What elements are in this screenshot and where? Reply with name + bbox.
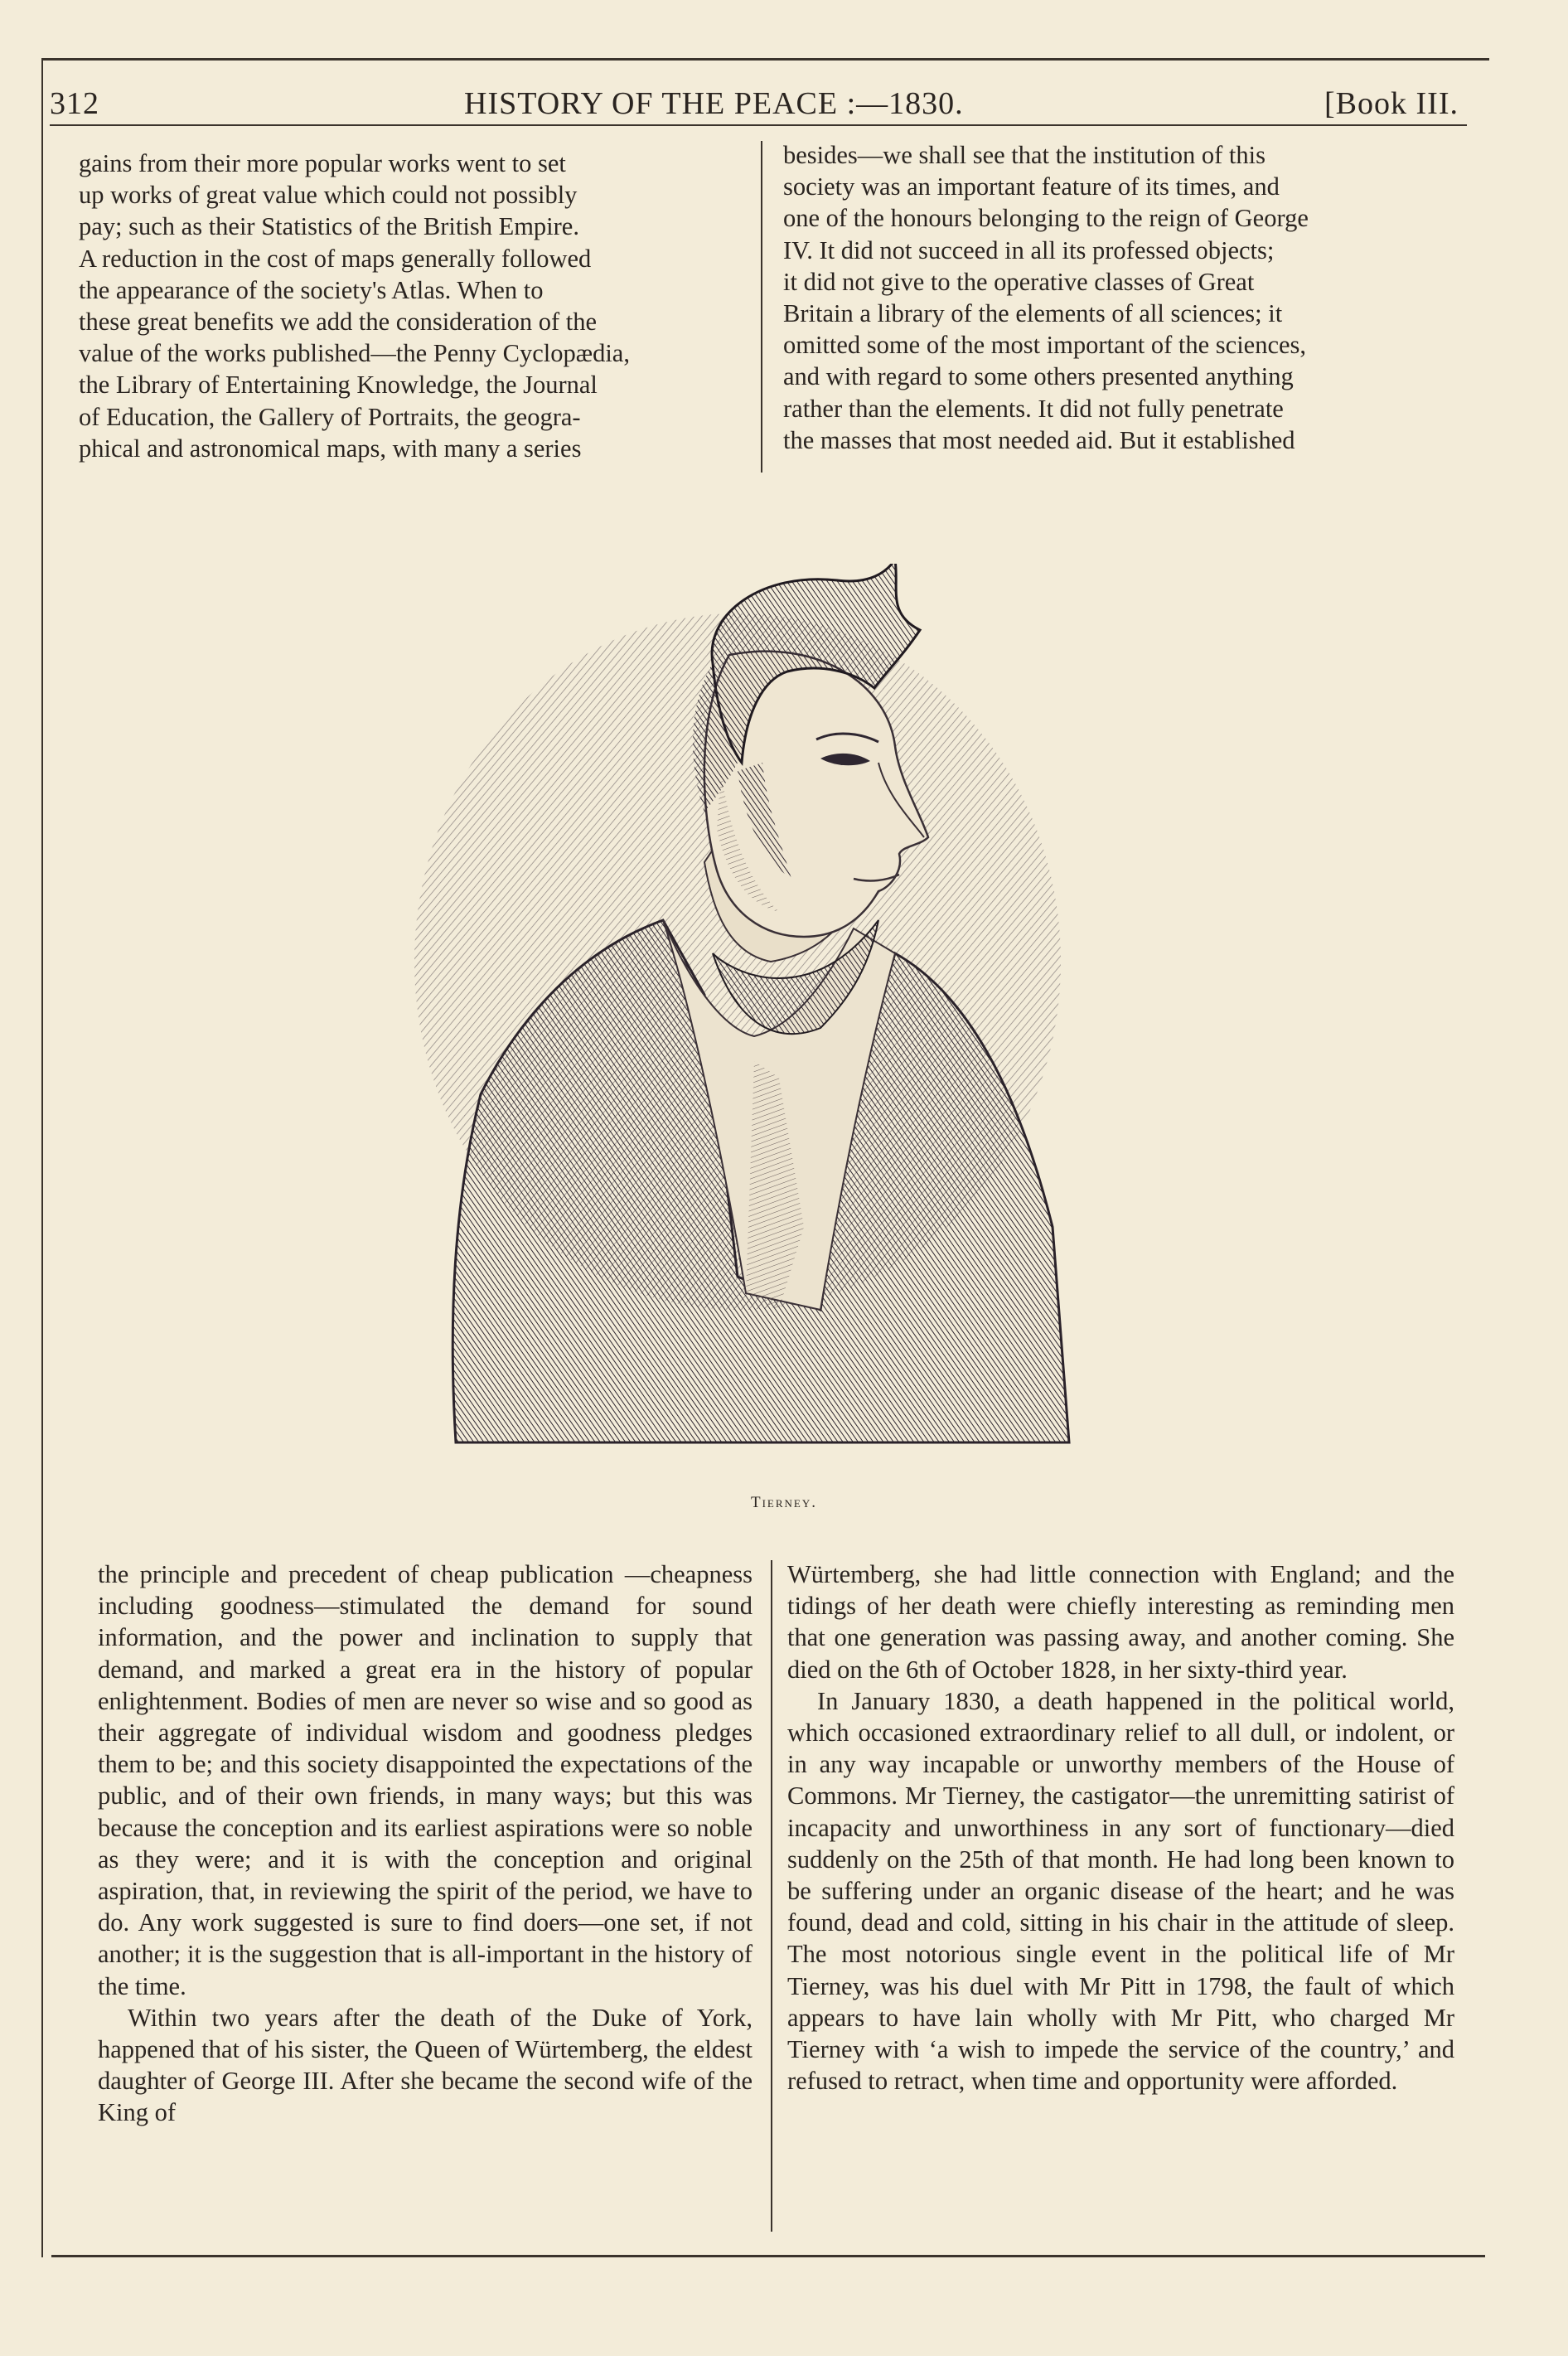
page-number: 312 bbox=[50, 86, 99, 121]
paragraph: Within two years after the death of the Duke of York, happened that of his sister, the Queen of Würtemberg, the eldest daughter of George III. After she became the second wife of the King of bbox=[98, 2003, 753, 2127]
top-left-column bbox=[79, 148, 742, 464]
text-line: up works of great value which could not possibly bbox=[79, 181, 578, 210]
text-line: pay; such as their Statistics of the British Empire. bbox=[79, 212, 579, 241]
figure-caption: Tierney. bbox=[750, 1494, 817, 1511]
running-title: HISTORY OF THE PEACE :—1830. bbox=[464, 86, 964, 121]
bottom-rule bbox=[51, 2255, 1485, 2257]
header-rule bbox=[50, 124, 1467, 126]
text-line: the appearance of the society's Atlas. When to bbox=[79, 275, 544, 304]
text-line: rather than the elements. It did not fully penetrate bbox=[783, 394, 1284, 423]
text-line: of Education, the Gallery of Portraits, the geogra- bbox=[79, 402, 581, 431]
text-line: Britain a library of the elements of all sciences; it bbox=[783, 299, 1283, 328]
text-line: omitted some of the most important of the sciences, bbox=[783, 331, 1307, 360]
text-line: one of the honours belonging to the reign of George bbox=[783, 204, 1309, 233]
top-right-column bbox=[783, 139, 1446, 456]
bottom-left-column bbox=[98, 1559, 753, 2129]
text-line: the Library of Entertaining Knowledge, the Journal bbox=[79, 371, 598, 400]
text-line: IV. It did not succeed in all its professed objects; bbox=[783, 235, 1275, 264]
text-line: A reduction in the cost of maps generally followed bbox=[79, 244, 592, 273]
text-line: value of the works published—the Penny Cyclopædia, bbox=[79, 339, 630, 368]
text-line: phical and astronomical maps, with many a series bbox=[79, 434, 582, 463]
text-line: besides—we shall see that the institution of this bbox=[783, 141, 1266, 169]
bottom-right-column bbox=[787, 1559, 1454, 2097]
paragraph: the principle and precedent of cheap publication —cheapness including goodness—stimulated the demand for sound information, and the power and inclination to supply that demand, and marked a great era in the history of popular enlightenment. Bodies of men are never so wise and so good as their aggregate of individual wisdom and goodness pledges them to be; and this society disappointed the expectations of the public, and of their own friends, in many ways; but this was because the conception and its earliest aspirations were so noble as they were; and it is with the conception and original aspiration, that, in reviewing the spirit of the period, we have to do. Any work suggested is sure to find doers—one set, if not another; it is the suggestion that is all-important in the history of the time. bbox=[98, 1560, 753, 2000]
text-line: it did not give to the operative classes of Great bbox=[783, 267, 1255, 296]
column-divider bbox=[761, 141, 762, 473]
paragraph: In January 1830, a death happened in the political world, which occasioned extraordinary relief to all dull, or indolent, or in any way incapable or unworthy members of the House of Commons. Mr Tierney, the castigator—the unremitting satirist of incapacity and unworthiness in any sort of functionary—died suddenly on the 25th of that month. He had long been known to be suffering under an organic disease of the heart; and he was found, dead and cold, sitting in his chair in the attitude of sleep. The most notorious single event in the political life of Mr Tierney, was his duel with Mr Pitt in 1798, the fault of which appears to have lain wholly with Mr Pitt, who charged Mr Tierney with ‘a wish to impede the service of the country,’ and refused to retract, when time and opportunity were afforded. bbox=[787, 1686, 1454, 2096]
text-line: gains from their more popular works went to set bbox=[79, 149, 566, 177]
text-line: and with regard to some others presented anything bbox=[783, 362, 1294, 391]
text-line: the masses that most needed aid. But it established bbox=[783, 425, 1295, 454]
paragraph: Würtemberg, she had little connection with England; and the tidings of her death were chiefly interesting as reminding men that one generation was passing away, and another coming. She died on the 6th of October 1828, in her sixty-third year. bbox=[787, 1560, 1454, 1684]
column-divider bbox=[771, 1560, 772, 2232]
portrait-engraving bbox=[390, 564, 1086, 1459]
text-line: these great benefits we add the consideration of the bbox=[79, 308, 598, 337]
book-label: [Book III. bbox=[1324, 86, 1459, 121]
running-header bbox=[50, 79, 1459, 128]
text-line: society was an important feature of its times, and bbox=[783, 172, 1280, 201]
